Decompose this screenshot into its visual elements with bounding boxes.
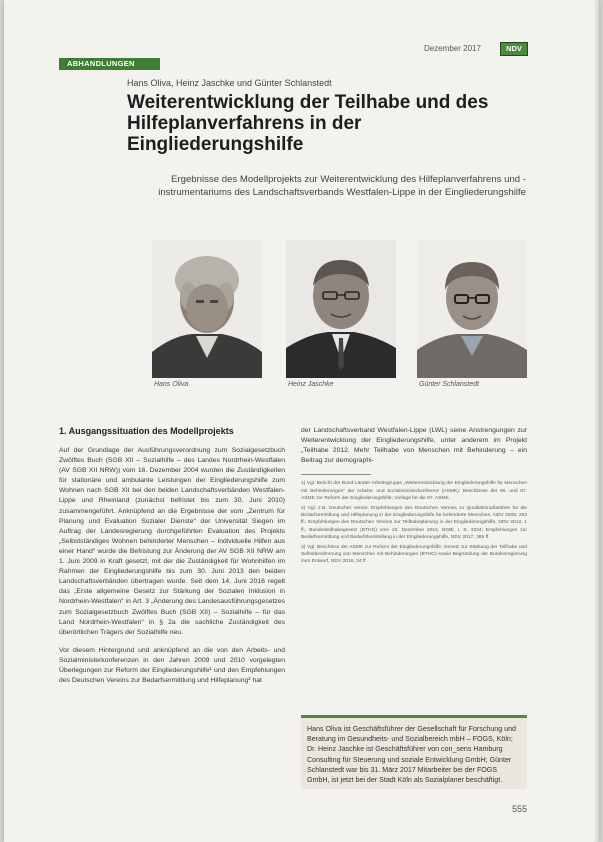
journal-page: [4, 0, 599, 842]
photo-caption-schlanstedt: Günter Schlanstedt: [419, 381, 479, 388]
footnote-3: 3) Vgl. Beschluss der ASMK zur Reform der Eingliederungshilfe; Gesetz zur Stärkung der Teilhabe und Selbstbestimmung von Menschen mit Behinderungen (BTHG) sowie Begründung der Bundesregierung zum Entwurf, NDV 2016, 34 ff.: [301, 544, 527, 565]
photo-caption-oliva: Hans Oliva: [154, 381, 189, 388]
page-edge-shadow: [593, 0, 599, 842]
footnote-1: 1) Vgl. Bericht der Bund-Länder-Arbeitsgruppe „Weiterentwicklung der Eingliederungshilfe für Menschen mit Behinderungen“ der Arbeits- und Sozialministerkonferenz (ASMK); Beschlüsse der 86. und 87. ASMK zur Reform der Eingliederungshilfe; Vorlage für die 87. ASMK.: [301, 481, 527, 502]
footnote-rule: [301, 474, 371, 475]
section-heading: 1. Ausgangssituation des Modellprojekts: [59, 426, 234, 436]
authors-line: Hans Oliva, Heinz Jaschke und Günter Schlanstedt: [127, 78, 332, 88]
article-title: Weiterentwicklung der Teilhabe und des Hilfeplanverfahrens in der Eingliederungshilfe: [127, 92, 489, 155]
author-photo-jaschke: [286, 240, 396, 378]
article-subtitle: Ergebnisse des Modellprojekts zur Weiterentwicklung des Hilfeplanverfahrens und -instrumentariums des Landschaftsverbands Westfalen-Lippe in der Eingliederungshilfe: [158, 174, 526, 198]
author-photo-oliva: [152, 240, 262, 378]
body-paragraph-right: der Landschaftsverband Westfalen-Lippe (LWL) seine Anstrengungen zur Weiterentwicklung der Eingliederungshilfe, unter anderem im Projekt „Teilhabe 2012. Mehr Teilhabe von Menschen mit Behinderung – ein Beitrag zur demographi-: [301, 427, 527, 465]
journal-badge: NDV: [500, 42, 528, 56]
left-column: [59, 426, 285, 686]
footnote-2: 2) Vgl. z.B. Deutscher Verein: Empfehlungen des Deutschen Vereins zu Qualitätsmaßstäben für die Bedarfsermittlung und Hilfeplanung in der Eingliederungshilfe für behinderte Menschen, NDV 2009, 253 ff.; Empfehlungen des Deutschen Vereins zur Teilhabeplanung in der Eingliederungshilfe, NDV 2012, 1 ff.; Bundesteilhabegesetz (BTHG) vom 23. Dezember 2016, BGBl. I, S. 3234; Empfehlungen zur Bedarfsermittlung und Bedarfsfeststellung in der Eingliederungshilfe, NDV 2017, 385 ff.: [301, 505, 527, 541]
photo-caption-jaschke: Heinz Jaschke: [288, 381, 334, 388]
page-number: 555: [512, 804, 528, 814]
body-paragraph-1: Auf der Grundlage der Ausführungsverordnung zum Sozialgesetzbuch Zwölftes Buch (SGB XII – Sozialhilfe – des Landes Nordrhein-Westfalen (AV SGB XII NRW)) vom 16. Dezember 2004 wurden die Zuständigkeiten für stationäre und ambulante Leistungen der Eingliederungshilfe zum Wohnen nach SGB XII bei den beiden Landschaftsverbänden Westfalen-Lippe und Rheinland (zunächst befristet bis zum 30. Juni 2010) zusammengeführt. Anknüpfend an die Ergebnisse der vom „Zentrum für Planung und Evaluation Sozialer Dienste“ der Universität Siegen im Auftrag der Landesregierung durchgeführten Evaluation des Projekts „Selbstständiges Wohnen behinderter Menschen – Individuelle Hilfen aus einer Hand“ wurde die Befristung zur Änderung der AV SGB XII NRW am 1. Juni 2009 in Kraft gesetzt, mit der die Zuständigkeit für Wohnhilfen im Rahmen der Eingliederungshilfe bis zum 30. Juni 2013 den beiden Landschaftsverbänden übertragen wurde. Seit dem 14. Juni 2016 regelt das „Erste allgemeine Gesetz zur Stärkung der Sozialen Inklusion in Nordrhein-Westfalen“ in Art. 3 „Änderung des Landesausführungsgesetzes zum Sozialgesetzbuch Zwölftes Buch (SGB XII) – Sozialhilfe – für das Land Nordrhein-Westfalen“ in § 2a die sachliche Zuständigkeit des überörtlichen Trägers der Sozialhilfe neu.: [59, 447, 285, 636]
author-bio: Hans Oliva ist Geschäftsführer der Gesellschaft für Forschung und Beratung im Gesundheits- und Sozialbereich mbH – FOGS, Köln; Dr. Heinz Jaschke ist Geschäftsführer von con_sens Hamburg Consulting für Steuerung und soziale Entwicklung GmbH; Günter Schlanstedt war bis 31. März 2017 Mitarbeiter bei der FOGS GmbH, ist jetzt bei der Stadt Köln als Sozialplaner beschäftigt.: [307, 725, 516, 785]
right-column: [301, 426, 527, 568]
rubric-label: ABHANDLUNGEN: [59, 58, 160, 70]
author-bio-box: [301, 715, 527, 789]
body-paragraph-2: Vor diesem Hintergrund und anknüpfend an die von den Arbeits- und Sozialministerkonferenzen in den Jahren 2009 und 2010 vorgelegten Überlegungen zur Reform der Eingliederungshilfe¹ und den Empfehlungen des Deutschen Vereins zur Bedarfsermittlung und Hilfeplanung² hat: [59, 646, 285, 685]
issue-date: Dezember 2017: [424, 44, 481, 53]
author-photo-schlanstedt: [417, 240, 527, 378]
